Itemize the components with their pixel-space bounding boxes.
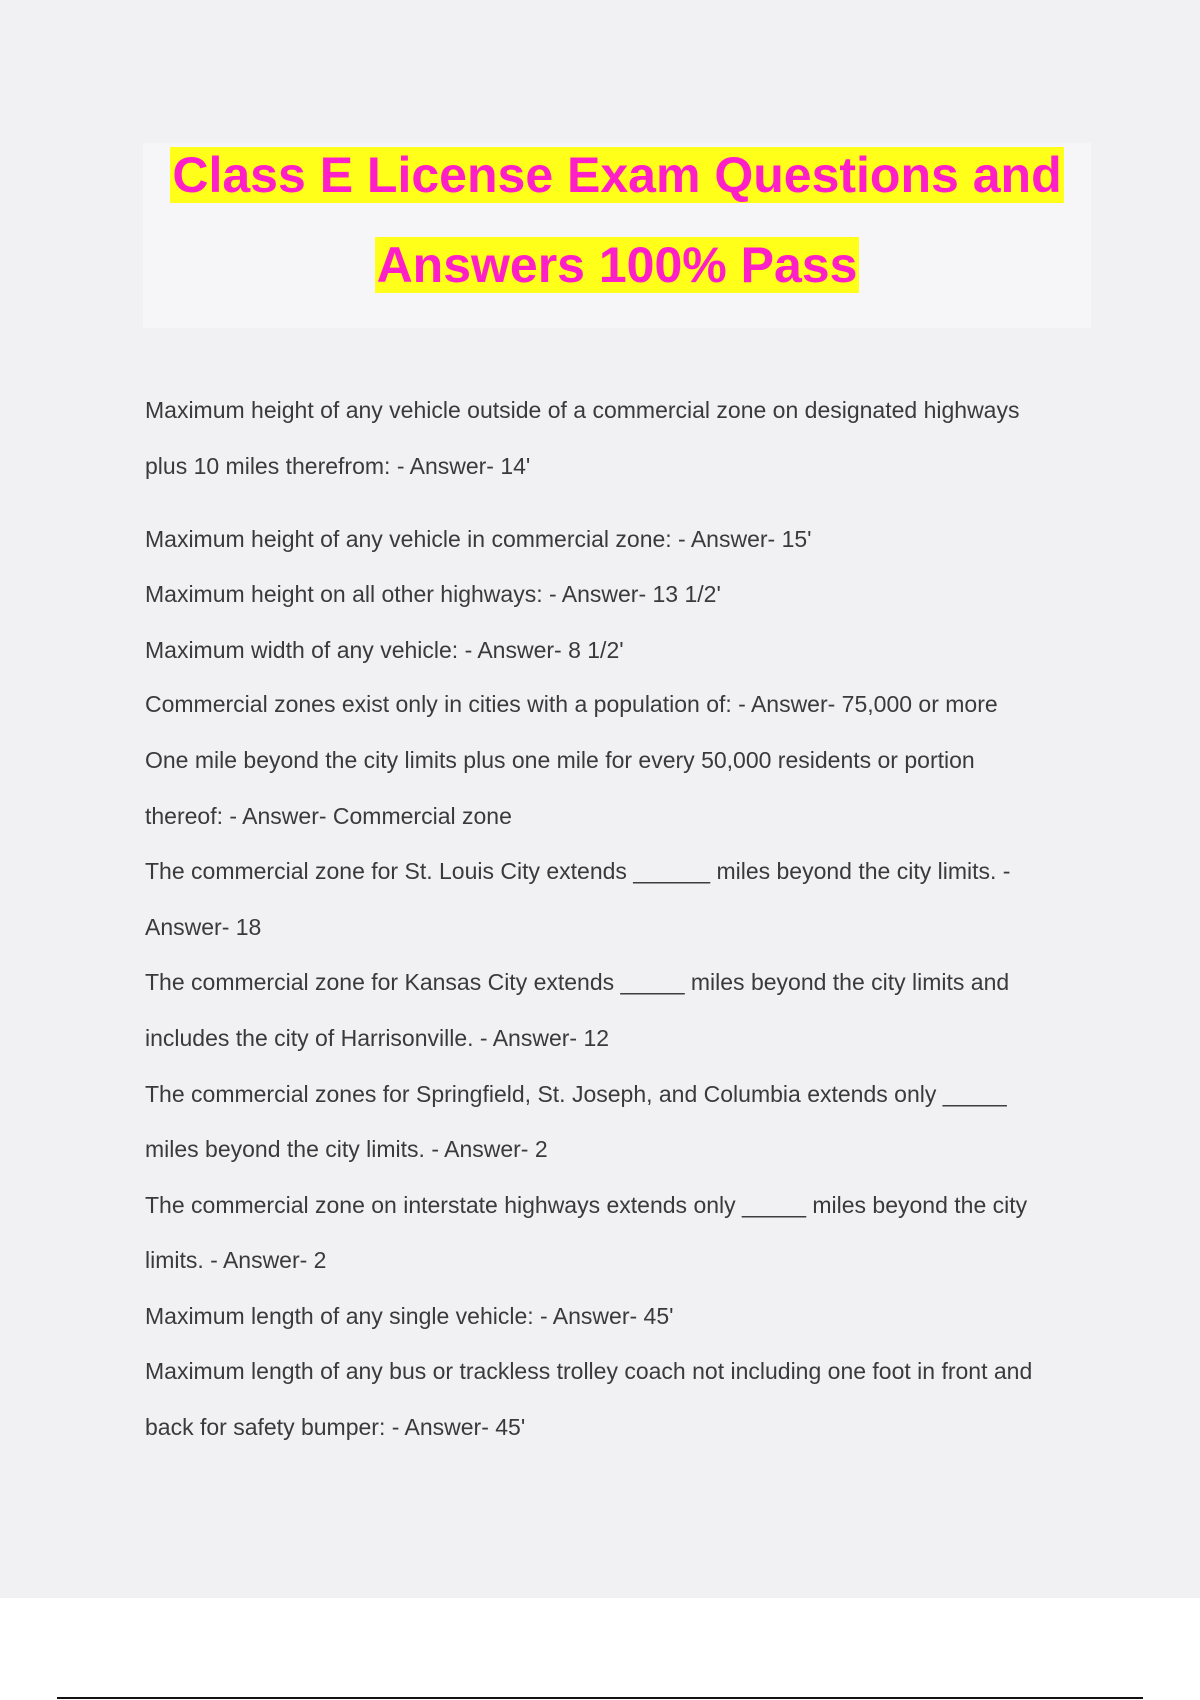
qa-line: Maximum height on all other highways: - Answer- 13 1/2' bbox=[145, 581, 721, 607]
qa-line: One mile beyond the city limits plus one mile for every 50,000 residents or portion bbox=[145, 747, 975, 773]
qa-line: includes the city of Harrisonville. - Answer- 12 bbox=[145, 1025, 610, 1051]
qa-line: Maximum width of any vehicle: - Answer- 8 1/2' bbox=[145, 637, 624, 663]
qa-line: The commercial zone for St. Louis City extends ______ miles beyond the city limits. - bbox=[145, 858, 1011, 884]
qa-line: Answer- 18 bbox=[145, 914, 262, 940]
qa-line: limits. - Answer- 2 bbox=[145, 1247, 327, 1273]
footer-rule bbox=[57, 1697, 1143, 1699]
qa-line: miles beyond the city limits. - Answer- 2 bbox=[145, 1136, 548, 1162]
qa-line: Maximum height of any vehicle in commercial zone: - Answer- 15' bbox=[145, 526, 812, 552]
title-highlight-2: Answers 100% Pass bbox=[376, 237, 858, 293]
qa-line: Maximum length of any single vehicle: - Answer- 45' bbox=[145, 1303, 674, 1329]
document-title-line-2 bbox=[143, 235, 1091, 295]
qa-line: back for safety bumper: - Answer- 45' bbox=[145, 1414, 526, 1440]
qa-line: The commercial zone on interstate highways extends only _____ miles beyond the city bbox=[145, 1192, 1028, 1218]
qa-line: Maximum height of any vehicle outside of a commercial zone on designated highways bbox=[145, 397, 1020, 423]
qa-line: plus 10 miles therefrom: - Answer- 14' bbox=[145, 453, 531, 479]
qa-line: Maximum length of any bus or trackless trolley coach not including one foot in front and bbox=[145, 1358, 1033, 1384]
qa-line: The commercial zones for Springfield, St. Joseph, and Columbia extends only _____ bbox=[145, 1081, 1007, 1107]
qa-line: Commercial zones exist only in cities with a population of: - Answer- 75,000 or more bbox=[145, 691, 998, 717]
document-title-line-1 bbox=[143, 145, 1091, 205]
qa-line: The commercial zone for Kansas City extends _____ miles beyond the city limits and bbox=[145, 969, 1010, 995]
qa-line: thereof: - Answer- Commercial zone bbox=[145, 803, 512, 829]
title-highlight-1: Class E License Exam Questions and bbox=[172, 147, 1062, 203]
